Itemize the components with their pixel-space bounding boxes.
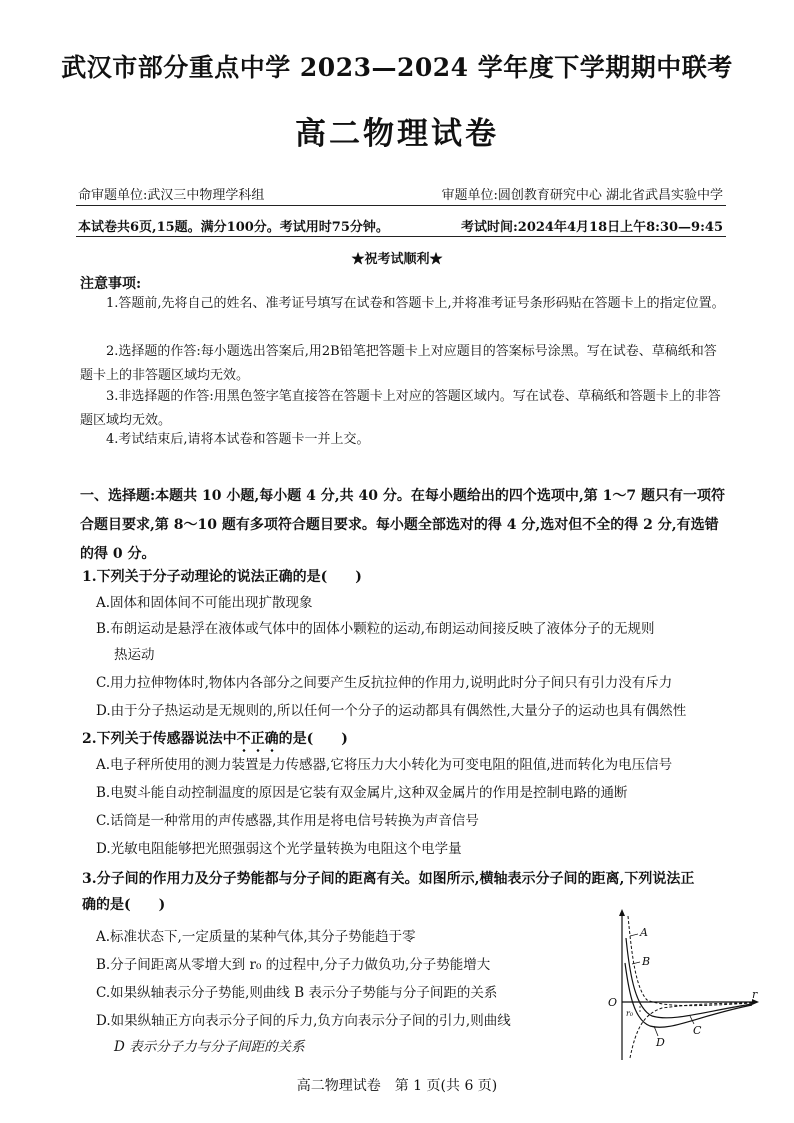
label-origin: O bbox=[608, 996, 618, 1009]
question-3-stem-line2: 确的是( ) bbox=[82, 897, 166, 913]
exam-title: 武汉市部分重点中学 2023—2024 学年度下学期期中联考 bbox=[61, 53, 733, 82]
y-axis-arrow bbox=[619, 909, 625, 916]
notice-item: 2.选择题的作答:每小题选出答案后,用2B铅笔把答题卡上对应题目的答案标号涂黑。写在试卷、草稿纸和答题卡上的非答题区域均无效。 bbox=[80, 344, 717, 383]
curve-c bbox=[626, 938, 752, 1018]
question-2-option-b: B.电熨斗能自动控制温度的原因是它装有双金属片,这种双金属片的作用是控制电路的通断 bbox=[96, 785, 628, 801]
page-footer: 高二物理试卷 第 1 页(共 6 页) bbox=[296, 1078, 498, 1094]
review-unit: 审题单位:圆创教育研究中心 湖北省武昌实验中学 bbox=[441, 188, 723, 203]
question-3-option-d-cont: D 表示分子力与分子间距的关系 bbox=[114, 1039, 305, 1055]
question-2-option-d: D.光敏电阻能够把光照强弱这个光学量转换为电阻这个电学量 bbox=[96, 841, 462, 857]
question-2-stem-post: 的是( ) bbox=[278, 731, 348, 747]
question-1-option-c: C.用力拉伸物体时,物体内各部分之间要产生反抗拉伸的作用力,说明此时分子间只有引力没有斥力 bbox=[96, 675, 673, 691]
divider bbox=[76, 236, 726, 237]
question-2-option-a: A.电子秤所使用的测力装置是力传感器,它将压力大小转化为可变电阻的阻值,进而转化为电压信号 bbox=[96, 757, 673, 773]
notice-item: 4.考试结束后,请将本试卷和答题卡一并上交。 bbox=[106, 432, 370, 447]
question-1-option-d: D.由于分子热运动是无规则的,所以任何一个分子的运动都具有偶然性,大量分子的运动也具有偶然性 bbox=[96, 703, 687, 719]
question-3-option-c: C.如果纵轴表示分子势能,则曲线 B 表示分子势能与分子间距的关系 bbox=[96, 985, 498, 1001]
divider bbox=[76, 205, 726, 206]
question-1-option-b-cont: 热运动 bbox=[114, 647, 155, 663]
question-1-option-a: A.固体和固体间不可能出现扩散现象 bbox=[96, 595, 313, 611]
leader-a bbox=[630, 934, 638, 936]
question-3-option-a: A.标准状态下,一定质量的某种气体,其分子势能趋于零 bbox=[96, 929, 416, 945]
notice-heading: 注意事项: bbox=[80, 276, 142, 292]
question-3-stem-line1: 3.分子间的作用力及分子势能都与分子间的距离有关。如图所示,横轴表示分子间的距离,下列说法正 bbox=[82, 871, 695, 887]
notice-item: 3.非选择题的作答:用黑色签字笔直接答在答题卡上对应的答题区域内。写在试卷、草稿纸和答题卡上的非答题区域均无效。 bbox=[80, 389, 721, 428]
label-r: r bbox=[752, 988, 758, 1001]
units-row bbox=[78, 184, 723, 203]
author-unit: 命审题单位:武汉三中物理学科组 bbox=[78, 188, 265, 203]
question-3-option-b: B.分子间距离从零增大到 r₀ 的过程中,分子力做负功,分子势能增大 bbox=[96, 957, 491, 973]
question-1-stem: 1.下列关于分子动理论的说法正确的是( ) bbox=[82, 569, 362, 585]
label-a: A bbox=[640, 926, 648, 939]
exam-time: 考试时间:2024年4月18日上午8:30—9:45 bbox=[461, 220, 723, 235]
question-2-stem bbox=[82, 728, 727, 748]
emphasis-not-correct: 不正确 bbox=[236, 731, 279, 747]
subject-title: 高二物理试卷 bbox=[295, 116, 499, 152]
label-c: C bbox=[693, 1024, 702, 1037]
molecular-force-graph bbox=[592, 908, 762, 1063]
label-r0: r₀ bbox=[626, 1009, 634, 1018]
info-row bbox=[78, 216, 723, 235]
section-instructions: 一、选择题:本题共 10 小题,每小题 4 分,共 40 分。在每小题给出的四个选项中,第 1～7 题只有一项符合题目要求,第 8～10 题有多项符合题目要求。每小题全部选对的得 4 分,选对但不全的得 2 分,有选错的得 0 分。 bbox=[80, 488, 725, 562]
graph-svg bbox=[592, 908, 762, 1063]
paper-info: 本试卷共6页,15题。满分100分。考试用时75分钟。 bbox=[78, 220, 389, 235]
question-2-stem-pre: 2.下列关于传感器说法中 bbox=[82, 731, 237, 747]
curve-attraction bbox=[630, 1003, 752, 1058]
label-b: B bbox=[642, 955, 651, 968]
question-3-option-d: D.如果纵轴正方向表示分子间的斥力,负方向表示分子间的引力,则曲线 bbox=[96, 1013, 511, 1029]
notice-item: 1.答题前,先将自己的姓名、准考证号填写在试卷和答题卡上,并将准考证号条形码贴在答题卡上的指定位置。 bbox=[106, 296, 725, 311]
question-2-option-c: C.话筒是一种常用的声传感器,其作用是将电信号转换为声音信号 bbox=[96, 813, 479, 829]
blessing: ★祝考试顺利★ bbox=[351, 252, 443, 267]
question-1-option-b: B.布朗运动是悬浮在液体或气体中的固体小颗粒的运动,布朗运动间接反映了液体分子的无规则 bbox=[96, 621, 655, 637]
label-d: D bbox=[656, 1036, 665, 1049]
